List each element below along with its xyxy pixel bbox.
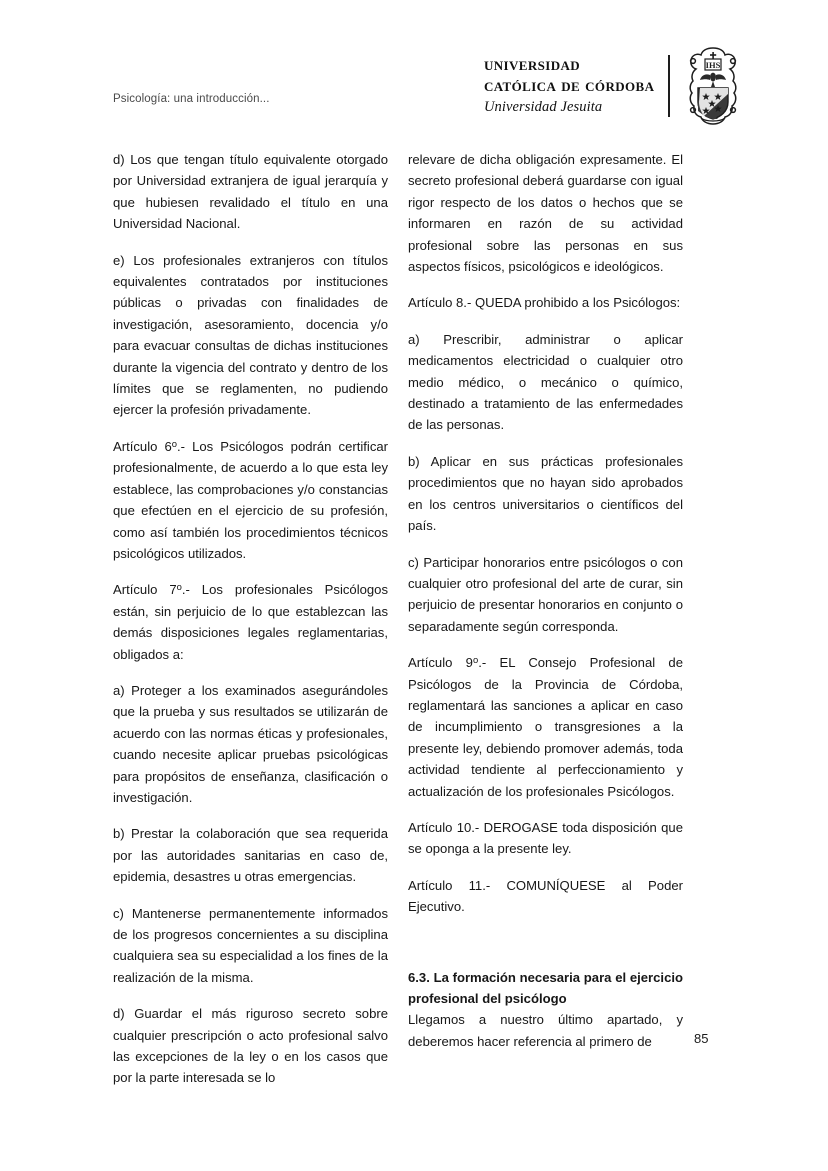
wordmark-line-1: universidad: [483, 55, 581, 75]
paragraph-articulo-11: Artículo 11.- COMUNÍQUESE al Poder Ejecutivo.: [408, 877, 683, 915]
university-crest-icon: [684, 44, 742, 128]
paragraph-articulo-7: Artículo 7$^o$.- Los profesionales Psicólogos están, sin perjuicio de lo que establezcan las demás disposiciones legales reglamentarias, obligados a:: [113, 581, 389, 662]
paragraph: relevare de dicha obligación expresamente. El secreto profesional deberá guardarse con igual rigor respecto de los datos o hechos que se informaren en razón de su actividad profesional sobre las personas en sus aspectos físicos, psicológicos e ideológicos.: [408, 152, 683, 275]
section-spacer: [408, 933, 683, 967]
wordmark-line-3: Universidad Jesuita: [483, 99, 603, 116]
paragraph-articulo-9: Artículo 9$^o$.- EL Consejo Profesional de Psicólogos de la Provincia de Córdoba, reglamentará las sanciones a aplicar en caso de incumplimiento o transgresiones a la presente ley, debiendo promover además, toda actividad tendiente al perfeccionamiento y actualización de los profesionales Psicólogos.: [408, 654, 683, 799]
paragraph-articulo-8: Artículo 8.- QUEDA prohibido a los Psicólogos:: [408, 295, 681, 311]
running-header: Psicología: una introducción...: [113, 93, 270, 105]
paragraph: a) Proteger a los examinados asegurándoles que la prueba y sus resultados se utilizarán de acuerdo con las normas éticas y profesionales, cuando necesite aplicar pruebas psicológicas para propósitos de enseñanza, clasificación o investigación.: [113, 682, 388, 805]
wordmark-line-2: católica de córdoba: [483, 76, 655, 97]
svg-text:IHS: IHS: [705, 60, 721, 70]
two-column-body: [113, 149, 683, 1086]
paragraph: a) Prescribir, administrar o aplicar medicamentos electricidad o cualquier otro medio médico, o mecánico o químico, destinado a tratamiento de las enfermedades de las personas.: [408, 331, 683, 433]
university-wordmark: [484, 55, 668, 117]
paragraph: Llegamos a nuestro último apartado, y deberemos hacer referencia al primero de: [408, 1012, 683, 1049]
paragraph: b) Prestar la colaboración que sea requerida por las autoridades sanitarias en caso de, epidemia, desastres u otras emergencias.: [113, 826, 388, 885]
left-column: [113, 149, 388, 1089]
section-heading-6-3: 6.3. La formación necesaria para el ejercicio profesional del psicólogo: [408, 969, 683, 1006]
right-column: [408, 149, 683, 1052]
paragraph: e) Los profesionales extranjeros con títulos equivalentes contratados por instituciones públicas o privadas con finalidades de investigación, asesoramiento, docencia y/o para evacuar consultas de dichas instituciones durante la vigencia del contrato y dentro de los límites que se reglamenten, no pudiendo ejercer la profesión privadamente.: [113, 252, 388, 418]
paragraph-articulo-6: Artículo 6$^o$.- Los Psicólogos podrán certificar profesionalmente, de acuerdo a lo que esta ley establece, las comprobaciones y/o constancias que efectúen en el ejercicio de su profesión, como así también los procedimientos técnicos psicológicos utilizados.: [113, 437, 389, 561]
logo-divider: [668, 55, 670, 117]
paragraph: c) Participar honorarios entre psicólogos o con cualquier otro profesional del arte de curar, sin perjuicio de presentar honorarios en conjunto o separadamente según corresponda.: [408, 554, 683, 634]
paragraph: c) Mantenerse permanentemente informados de los progresos concernientes a su disciplina cualquiera sea su especialidad a los fines de la realización de la misma.: [113, 905, 388, 985]
university-logo: [484, 44, 742, 128]
paragraph-articulo-10: Artículo 10.- DEROGASE toda disposición que se oponga a la presente ley.: [408, 819, 683, 857]
paragraph: d) Los que tengan título equivalente otorgado por Universidad extranjera de igual jerarquía y que hubiesen revalidado el título en una Universidad Nacional.: [113, 152, 388, 232]
page-number: 85: [694, 1031, 709, 1046]
paragraph: b) Aplicar en sus prácticas profesionales procedimientos que no hayan sido aprobados en los centros universitarios o científicos del país.: [408, 453, 683, 534]
paragraph: d) Guardar el más riguroso secreto sobre cualquier prescripción o acto profesional salvo las excepciones de la ley o en los casos que por la parte interesada se lo: [113, 1006, 388, 1086]
